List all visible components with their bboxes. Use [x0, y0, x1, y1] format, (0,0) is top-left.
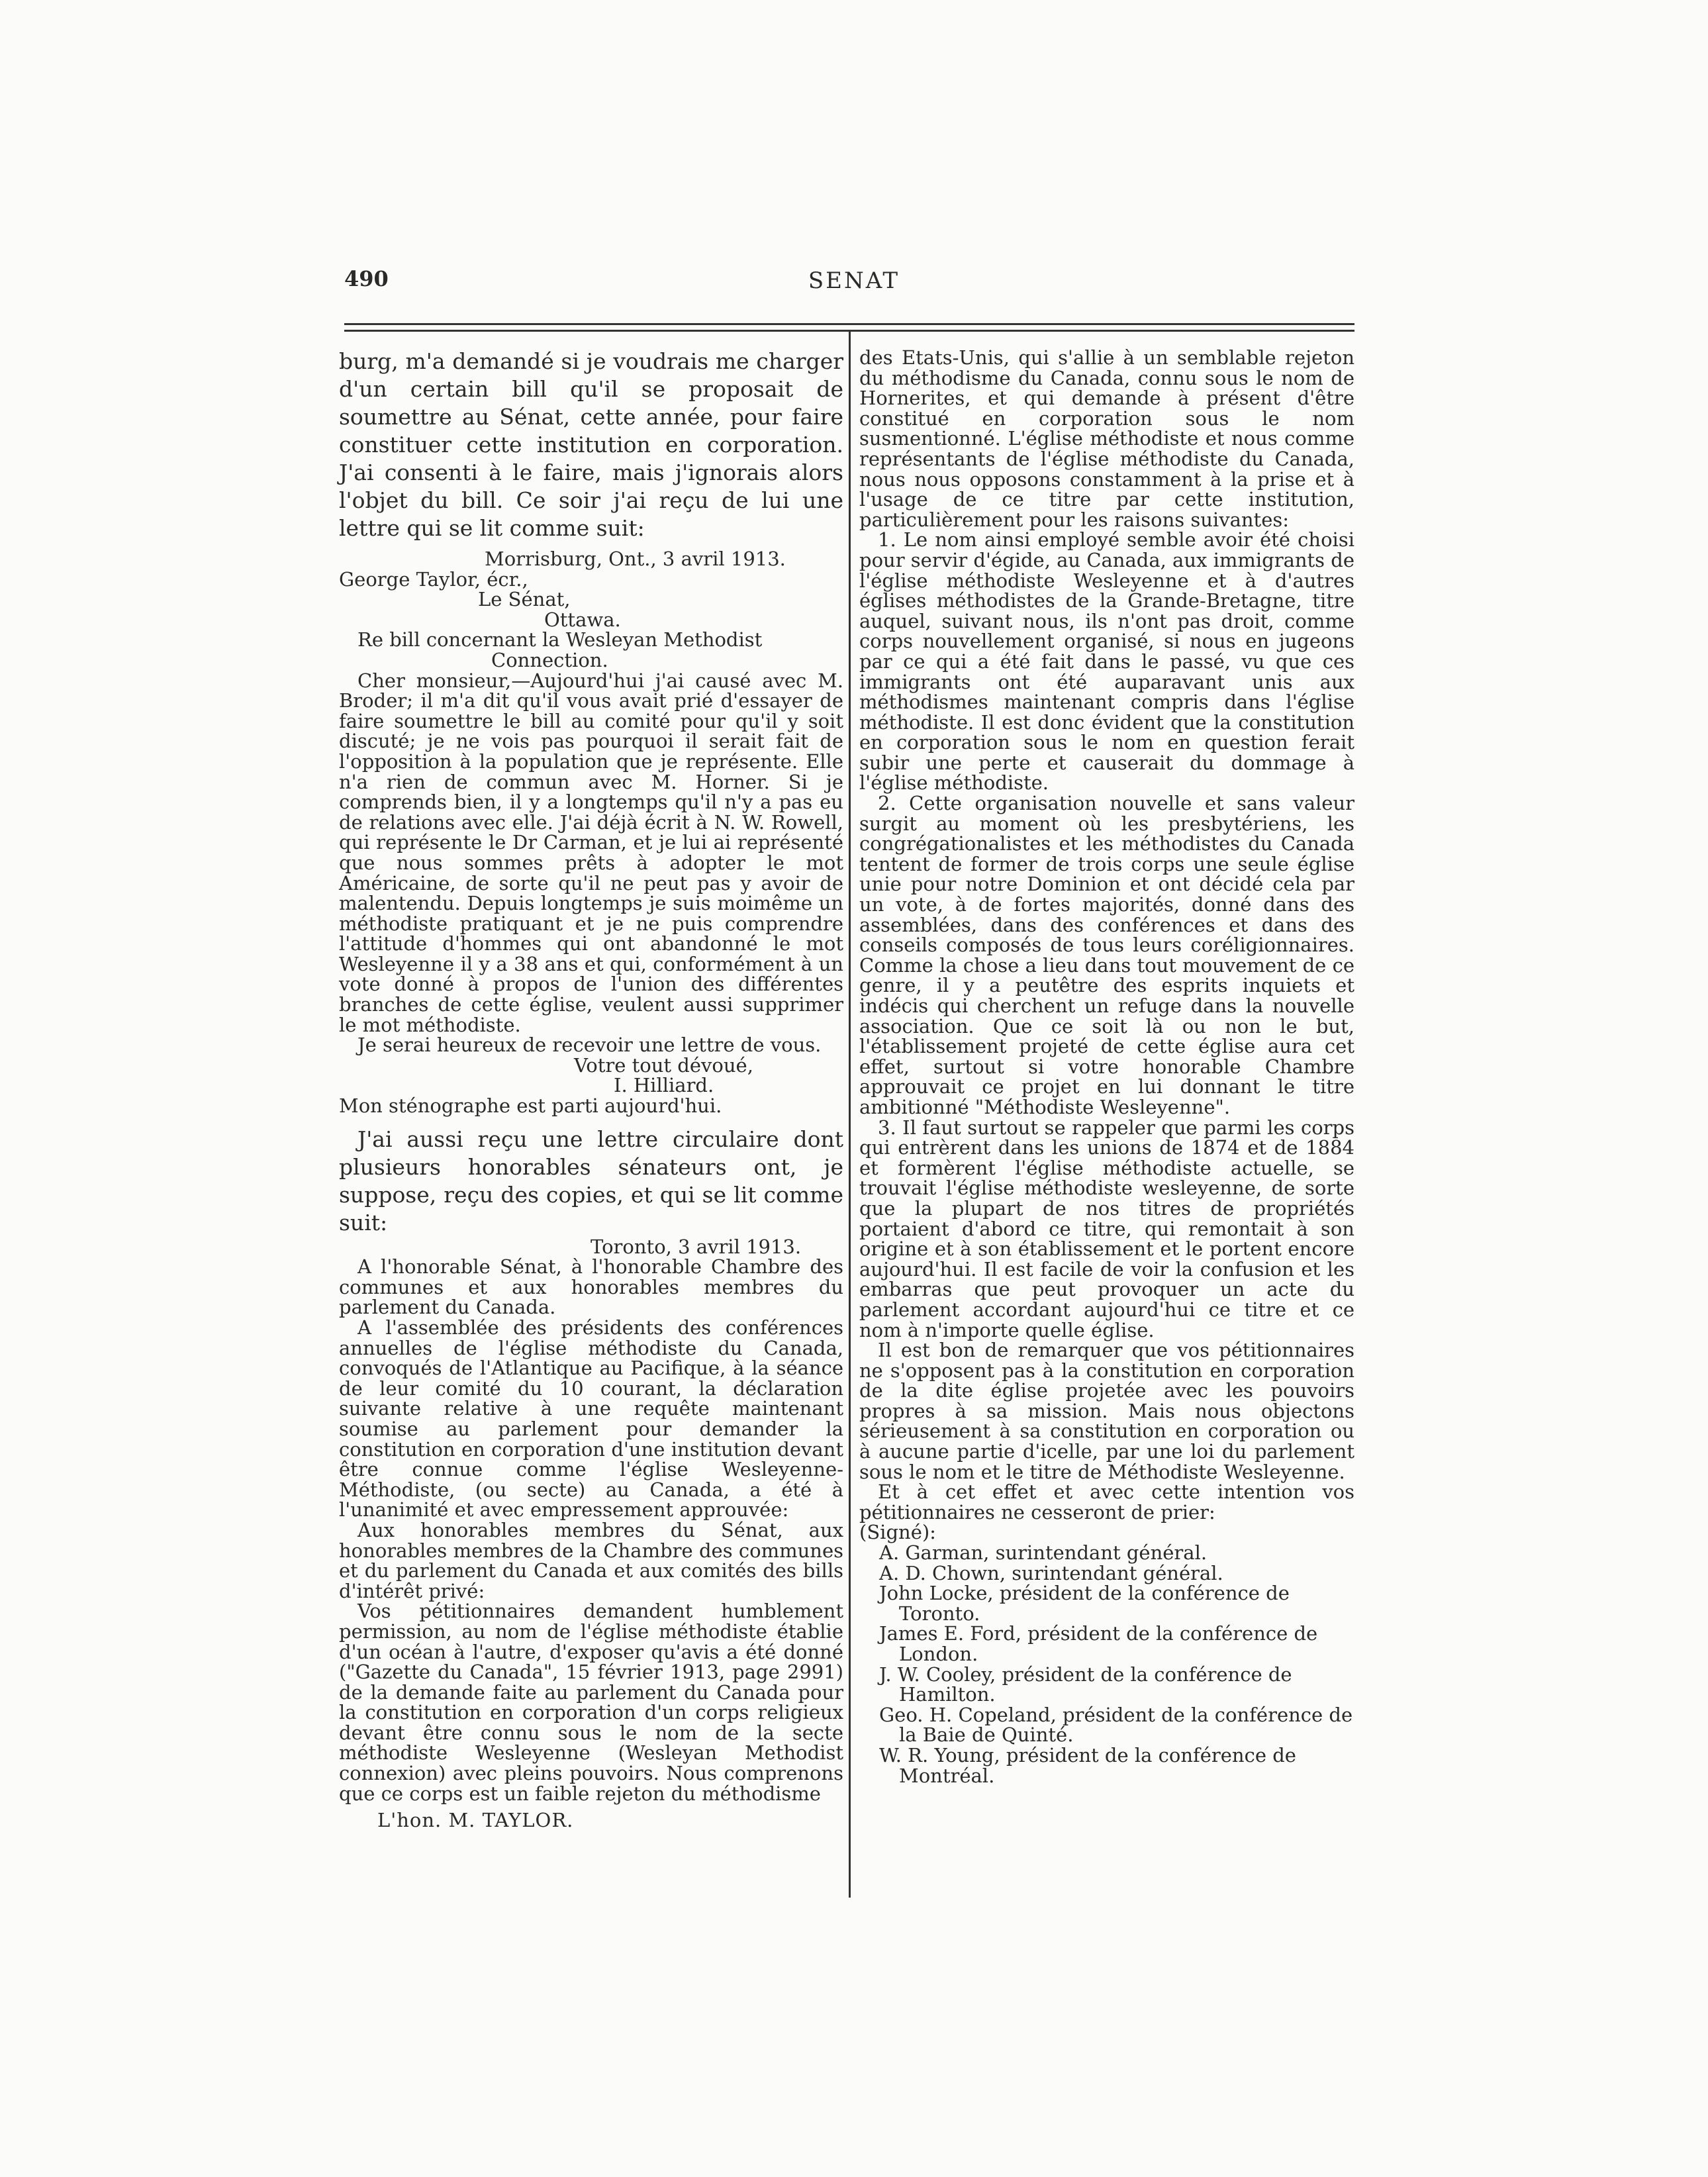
running-head: SENAT	[808, 267, 900, 294]
letter-closing-request: Je serai heureux de recevoir une lettre de vous.	[357, 1034, 822, 1057]
signatory: A. D. Chown, surintendant général.	[879, 1561, 1223, 1584]
opening-paragraph: burg, m'a demandé si je voudrais me charger d'un certain bill qu'il se proposait de soumettre au Sénat, cette année, pour faire constituer cette institution en corporation. J'ai consenti à le faire, mais j'ignorais alors l'objet du bill. Ce soir j'ai reçu de lui une lettre qui se lit comme suit:	[339, 348, 843, 541]
letter-subject: Re bill concernant la Wesleyan Methodist	[357, 628, 763, 652]
signatory: W. R. Young, président de la conférence de Montréal.	[879, 1743, 1296, 1787]
signatory: A. Garman, surintendant général.	[879, 1541, 1208, 1565]
petition-body-start: Vos pétitionnaires demandent humblement permission, au nom de l'église méthodiste établie d'un océan à l'autre, d'exposer qu'avis a été donné ("Gazette du Canada", 15 février 1913, page 2991) de la demande faite au parlement du Canada pour la constitution en corporation d'un corps religieux devant être connu sous le nom de la secte méthodiste Wesleyenne (Wesleyan Methodist connexion) avec pleins pouvoirs. Nous comprenons que ce corps est un faible rejeton du méthodisme	[339, 1600, 843, 1805]
letter-addressee: George Taylor, écr.,	[339, 567, 528, 591]
petition-reason-3: 3. Il faut surtout se rappeler que parmi les corps qui entrèrent dans les unions de 1874 et de 1884 et formèrent l'église méthodiste actuelle, se trouvait l'église méthodiste wesleyenne, de sorte que la plupart de nos titres de propriétés portaient d'abord ce titre, qui remontait à son origine et à son établissement et le portent encore aujourd'hui. Il est facile de voir la confusion et les embarras que peut provoquer un acte du parlement accordant aujourd'hui ce titre et ce nom à n'importe quelle église.	[859, 1116, 1354, 1341]
letter-signature: I. Hilliard.	[614, 1074, 714, 1097]
letter-subject-cont: Connection.	[491, 648, 608, 671]
page-number: 490	[344, 266, 389, 291]
signatory: Geo. H. Copeland, président de la conférence de la Baie de Quinté.	[879, 1703, 1353, 1747]
circular-addressee: A l'honorable Sénat, à l'honorable Chambre des communes et aux honorables membres du parlement du Canada.	[339, 1255, 843, 1319]
signatory: John Locke, président de la conférence de Toronto.	[879, 1582, 1290, 1625]
petition-reason-2: 2. Cette organisation nouvelle et sans valeur surgit au moment où les presbytériens, les congrégationalistes et les méthodistes du Canada tentent de former de trois corps une seule église unie pour notre Dominion et ont décidé cela par un vote, à de fortes majorités, donné dans des assemblées, dans des conférences et dans des conseils composés de tous leurs coréligionnaires. Comme la chose a lieu dans tout mouvement de ce genre, il y a peutêtre des esprits inquiets et indécis qui cherchent un refuge dans la nouvelle association. Que ce soit là ou non le but, l'établissement projeté de cette église aura cet effet, surtout si votre honorable Chambre approuvait ce projet en lui donnant le titre ambitionné "Méthodiste Wesleyenne".	[859, 792, 1354, 1118]
speaker-footer: L'hon. M. TAYLOR.	[377, 1809, 574, 1832]
letter-address-senate: Le Sénat,	[478, 588, 571, 611]
petition-remark: Il est bon de remarquer que vos pétitionnaires ne s'opposent pas à la constitution en corporation de la dite église projetée avec les pouvoirs propres à sa mission. Mais nous objectons sérieusement à sa constitution en corporation ou à aucune partie d'icelle, par une loi du parlement sous le nom et le titre de Méthodiste Wesleyenne.	[859, 1339, 1354, 1483]
letter-address-city: Ottawa.	[544, 608, 621, 631]
header-rule-top	[344, 323, 1354, 325]
left-column	[339, 348, 843, 1831]
circular-preamble: A l'assemblée des présidents des conférences annuelles de l'église méthodiste du Canada, convoqués de l'Atlantique au Pacifique, à la séance de leur comité du 10 courant, la déclaration suivante relative à une requête maintenant soumise au parlement pour demander la constitution en corporation d'une institution devant être connue comme l'église Wesleyenne-Méthodiste, (ou secte) au Canada, a été à l'unanimité et avec empressement approuvée:	[339, 1316, 843, 1522]
petition-addressee: Aux honorables membres du Sénat, aux honorables membres de la Chambre des communes et du parlement du Canada et aux comités des bills d'intérêt privé:	[339, 1518, 843, 1602]
letter-date: Morrisburg, Ont., 3 avril 1913.	[485, 548, 786, 570]
signatory: James E. Ford, président de la conférence de London.	[879, 1622, 1318, 1665]
letter-valediction: Votre tout dévoué,	[574, 1053, 753, 1077]
right-column	[859, 348, 1354, 1786]
petition-body-cont: des Etats-Unis, qui s'allie à un semblable rejeton du méthodisme du Canada, connu sous le nom de Hornerites, et qui demande à présent d'être constitué en corporation sous le nom susmentionné. L'église méthodiste et nous comme représentants de l'église méthodiste du Canada, nous nous opposons constamment à la prise et à l'usage de ce titre par cette institution, particulièrement pour les raisons suivantes:	[859, 346, 1354, 531]
signatory: J. W. Cooley, président de la conférence de Hamilton.	[879, 1663, 1292, 1706]
signed-label: (Signé):	[859, 1521, 936, 1544]
column-divider	[849, 331, 851, 1898]
letter-body: Cher monsieur,—Aujourd'hui j'ai causé avec M. Broder; il m'a dit qu'il vous avait prié d'essayer de faire soumettre le bill au comité pour qu'il y soit discuté; je ne vois pas pourquoi il serait fait de l'opposition à la population que je représente. Elle n'a rien de commun avec M. Horner. Si je comprends bien, il y a longtemps qu'il n'y a pas eu de relations avec elle. J'ai déjà écrit à N. W. Rowell, qui représente le Dr Carman, et je lui ai représenté que nous sommes prêts à adopter le mot Américaine, de sorte qu'il ne peut pas y avoir de malentendu. Depuis longtemps je suis moimême un méthodiste pratiquant et je ne puis comprendre l'attitude d'hommes qui ont abandonné le mot Wesleyenne il y a 38 ans et qui, conformément à un vote donné à propos de l'union des différentes branches de cette église, veulent aussi supprimer le mot méthodiste.	[339, 669, 843, 1036]
letter-postscript: Mon sténographe est parti aujourd'hui.	[339, 1094, 722, 1118]
circular-intro: J'ai aussi reçu une lettre circulaire dont plusieurs honorables sénateurs ont, je suppose, reçu des copies, et qui se lit comme suit:	[339, 1126, 843, 1235]
petition-prayer: Et à cet effet et avec cette intention vos pétitionnaires ne cesseront de prier:	[859, 1480, 1354, 1524]
petition-reason-1: 1. Le nom ainsi employé semble avoir été choisi pour servir d'égide, au Canada, aux immigrants de l'église méthodiste Wesleyenne et à d'autres églises méthodistes de la Grande-Bretagne, titre auquel, suivant nous, ils n'ont pas droit, comme corps nouvellement organisé, si nous en jugeons par ce qui a été fait dans le passé, vu que ces immigrants ont été auparavant unis aux méthodismes maintenant compris dans l'église méthodiste. Il est donc évident que la constitution en corporation sous le nom en question ferait subir une perte et causerait du dommage à l'église méthodiste.	[859, 528, 1355, 795]
circular-date: Toronto, 3 avril 1913.	[591, 1235, 802, 1258]
